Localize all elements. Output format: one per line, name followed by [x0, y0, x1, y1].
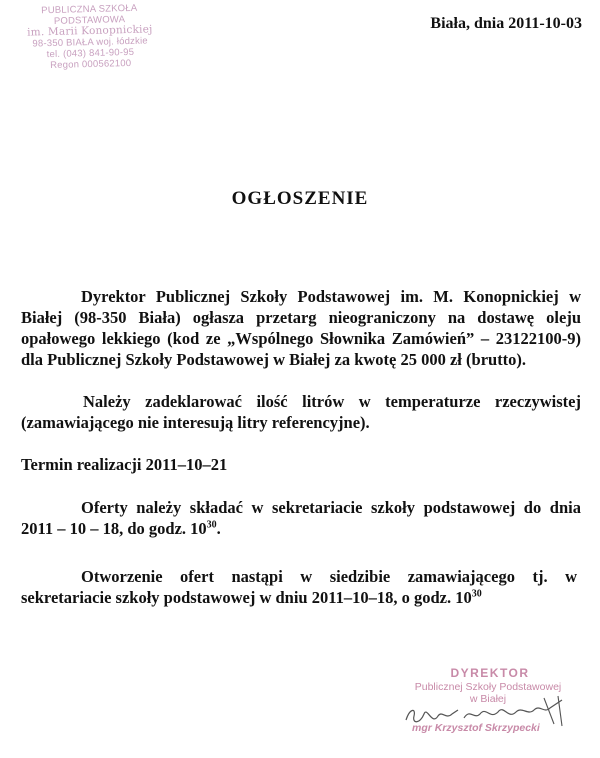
paragraph-tender: [21, 286, 581, 370]
offers-end: .: [216, 519, 221, 538]
stamp-line: im. Marii Konopnickiej: [27, 23, 153, 39]
signature-school-line: Publicznej Szkoły Podstawowej: [414, 681, 562, 693]
offers-text: Oferty należy składać w sekretariacie szkoły podstawowej do dnia 2011 – 10 – 18, do godz. 10: [21, 498, 581, 538]
offers-time-superscript: 30: [206, 519, 217, 531]
stamp-line: tel. (043) 841-90-95: [46, 46, 135, 61]
paragraph-opening: [21, 566, 577, 608]
stamp-line: PUBLICZNA SZKOŁA PODSTAWOWA: [41, 2, 138, 27]
tender-amount: 25 000 zł (brutto).: [400, 350, 527, 369]
paragraph-deadline: Termin realizacji 2011–10–21: [21, 455, 228, 474]
paragraph-offers: [21, 497, 581, 539]
school-stamp: [9, 2, 171, 72]
opening-text: Otworzenie ofert nastąpi w siedzibie zamawiającego tj. w sekretariacie szkoły podstawowej w dniu 2011–10–18, o godz. 10: [21, 567, 577, 607]
tender-description: Dyrektor Publicznej Szkoły Podstawowej im. M. Konopnickiej w Białej (98-350 Biała) ogłasza przetarg nieograniczony na dostawę oleju opałowego lekkiego (kod ze „Wspólnego Słownika Zamówień” – 23122100-9) dla Publicznej Szkoły Podstawowej w Białej za kwotę: [21, 287, 581, 369]
paragraph-liters: Należy zadeklarować ilość litrów w temperaturze rzeczywistej (zamawiającego nie interesują litry referencyjne).: [21, 392, 581, 432]
signature-name: mgr Krzysztof Skrzypecki: [412, 722, 540, 734]
document-date: Biała, dnia 2011-10-03: [430, 15, 582, 32]
signature-title: DYREKTOR: [450, 666, 530, 680]
opening-time-superscript: 30: [471, 588, 482, 600]
document-title: OGŁOSZENIE: [231, 188, 369, 209]
stamp-line: 98-350 BIAŁA woj. łódzkie: [32, 35, 148, 50]
stamp-line: Regon 000562100: [49, 57, 132, 72]
signature-school-line: w Białej: [469, 693, 507, 705]
